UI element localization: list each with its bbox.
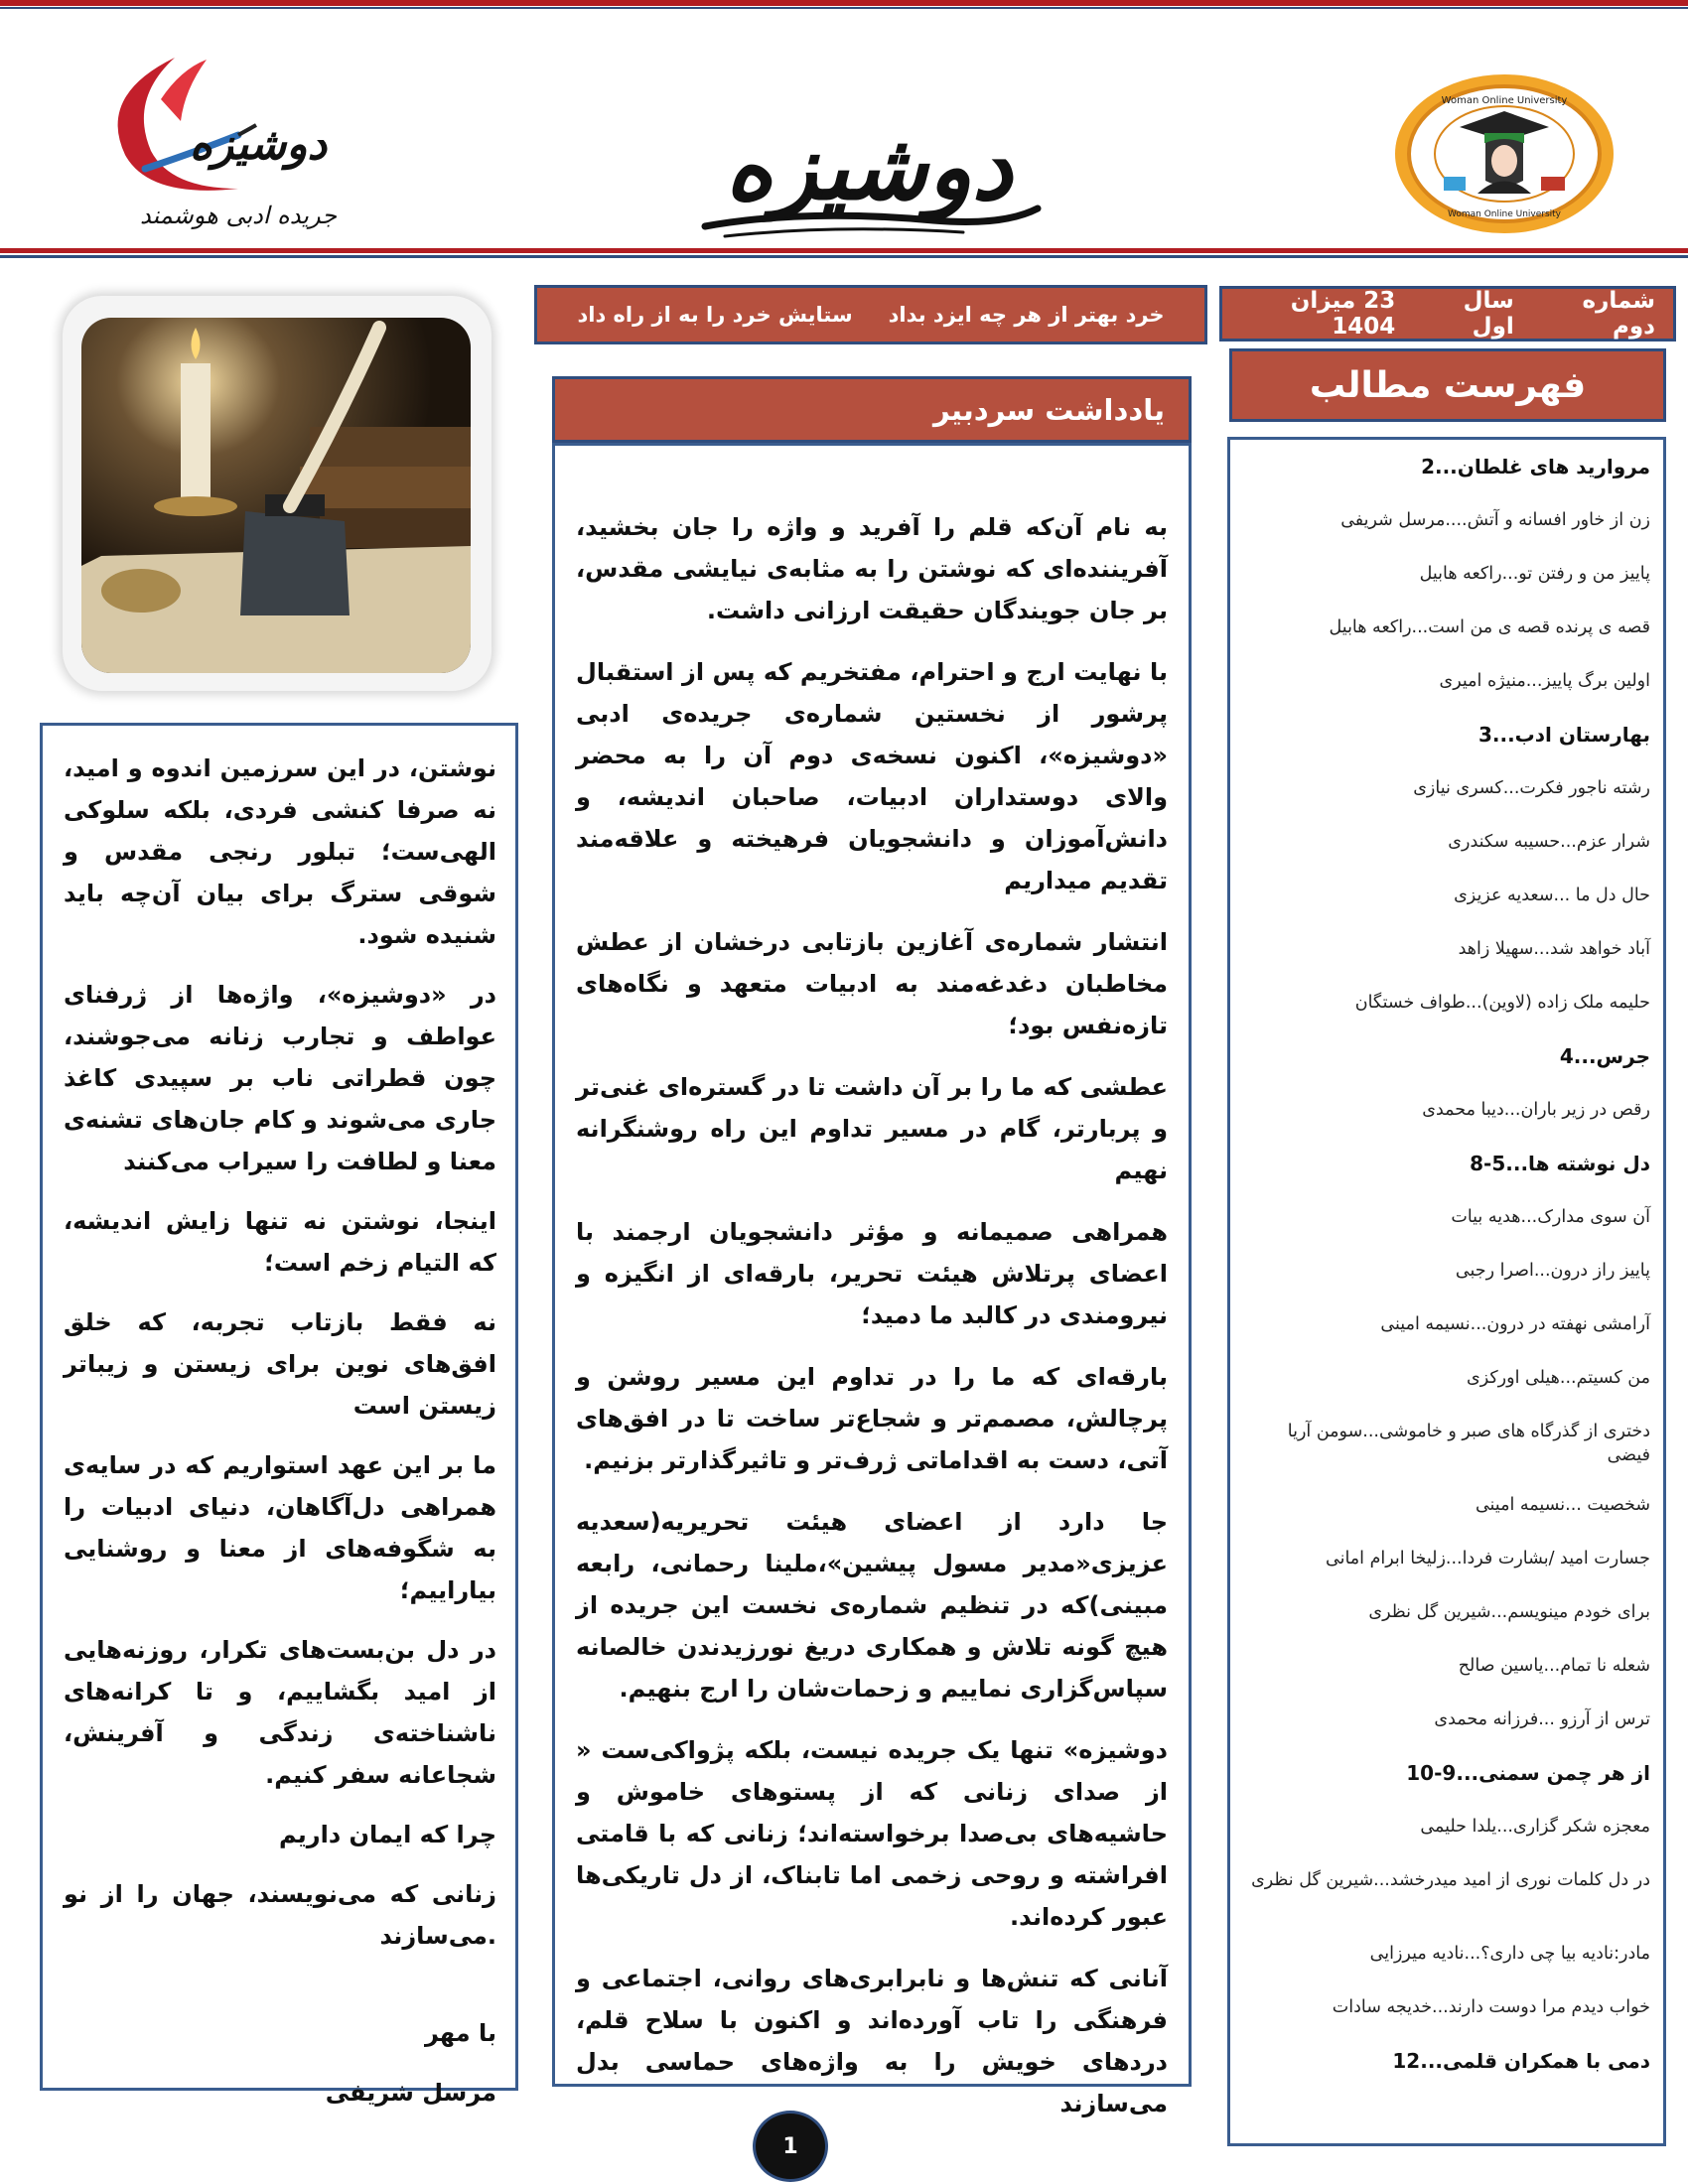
editorial-paragraph: همراهی صمیمانه و مؤثر دانشجویان ارجمند با اعضای پرتلاش هیئت تحریر، بارقه‌ای از انگیزه و نیرومندی در کالبد ما دمید؛ <box>576 1218 1168 1329</box>
toc-entry: پاییز راز درون...اصرا رجبی <box>1455 1261 1650 1281</box>
toc-entry: رشته ناجور فکرت...کسری نیازی <box>1413 778 1650 798</box>
toc-entry: من کسیتم...هیلی اورکزی <box>1467 1368 1650 1388</box>
toc-entry: مادر:نادیه بیا چی داری؟...نادیه میرزایی <box>1369 1944 1650 1964</box>
intro-paragraph: چرا که ایمان داریم <box>278 1821 496 1848</box>
toc-entry: برای خودم مینویسم...شیرین گل نظری <box>1368 1602 1650 1622</box>
intro-paragraph: نوشتن، در این سرزمین اندوه و امید، نه صرفا کنشی فردی، بلکه سلوکی الهی‌ست؛ تبلور رنجی مقدس و شوقی سترگ برای بیان آن‌چه باید شنیده شود. <box>64 754 496 949</box>
toc-section-heading: از هر چمن سمنی...9-10 <box>1406 1761 1650 1785</box>
motto-bar <box>534 285 1207 344</box>
toc-entry: حال دل ما ...سعدیه عزیزی <box>1454 886 1650 905</box>
page-number: 1 <box>753 2111 828 2182</box>
intro-body <box>64 748 496 2131</box>
toc-entry: زن از خاور افسانه و آتش....مرسل شریفی <box>1340 510 1650 530</box>
toc-entry: آرامشی نهفته در درون...نسیمه امینی <box>1380 1314 1650 1334</box>
svg-text:Woman Online University: Woman Online University <box>1447 209 1562 219</box>
toc-entry: آباد خواهد شد...سهیلا زاهد <box>1458 939 1650 959</box>
intro-paragraph: زنانی که می‌نویسند، جهان را از نو .می‌سازند <box>64 1880 496 1950</box>
intro-paragraph: نه فقط بازتاب تجربه، که خلق افق‌های نوین برای زیستن و زیباتر زیستن است <box>64 1308 496 1420</box>
toc-entry: ترس از آرزو ...فرزانه محمدی <box>1434 1709 1650 1729</box>
toc-entry: اولین برگ پاییز...منیژه امیری <box>1439 671 1650 691</box>
intro-paragraph: ما بر این عهد استواریم که در سایه‌ی همراهی دل‌آگاهان، دنیای ادبیات را به شگوفه‌های از معنا و روشنایی بیاراییم؛ <box>64 1451 496 1604</box>
svg-text:دوشیزه: دوشیزه <box>725 113 1013 220</box>
toc-section-heading: بهارستان ادب...3 <box>1477 723 1650 747</box>
editorial-title: یادداشت سردبیر <box>552 376 1192 443</box>
toc-entry: شعله نا تمام...یاسین صالح <box>1458 1656 1650 1676</box>
toc-entry: قصه ی پرنده قصه ی من است...راکعه هابیل <box>1329 617 1650 637</box>
university-seal-logo <box>1390 69 1618 238</box>
toc-entry: شرار عزم...حسیبه سکندری <box>1448 832 1650 852</box>
motto-part-2: ستایش خرد را به از راه داد <box>577 303 853 327</box>
issue-date: 23 میزان 1404 <box>1290 288 1396 340</box>
toc-entry: آن سوی مدارک...هدیه بیات <box>1451 1207 1650 1227</box>
intro-paragraph: اینجا، نوشتن نه تنها زایش اندیشه، که التیام زخم است؛ <box>64 1207 496 1277</box>
editorial-paragraph: جا دارد از اعضای هیئت تحریریه(سعدیه عزیزی«مدیر مسول پیشین»،ملینا رحمانی، رابعه مبینی)که در تنظیم شماره‌ی نخست این جریده از هیچ گونه تلاش و همکاری دریغ نورزیدندن خالصانه سپاس‌گزاری نماییم و زحمات‌شان را ارج بنهیم. <box>576 1508 1168 1703</box>
toc-entry: معجزه شکر گزاری...یلدا حلیمی <box>1420 1817 1650 1837</box>
candle-quill-inkwell-image <box>81 318 471 673</box>
editorial-body <box>576 506 1168 2144</box>
toc-entry: رقص در زیر باران...دیبا محمدی <box>1422 1100 1650 1120</box>
svg-text:Woman Online University: Woman Online University <box>1441 95 1568 106</box>
masthead-title <box>685 99 1053 248</box>
svg-text:جریده ادبی هوشمند: جریده ادبی هوشمند <box>139 202 338 229</box>
motto-part-1: خرد بهتر از هر چه ایزد بداد <box>888 303 1165 327</box>
toc-entry: شخصیت ...نسیمه امینی <box>1475 1495 1650 1515</box>
svg-text:دوشیزه: دوشیزه <box>189 119 328 170</box>
top-border-red <box>0 0 1688 6</box>
toc-entry: حلیمه ملک زاده (لاوین)...طواف خستگان <box>1354 993 1650 1013</box>
top-border-blue <box>0 7 1688 9</box>
toc-entry: خواب دیدم مرا دوست دارند...خدیجه سادات <box>1332 1997 1650 2017</box>
editorial-paragraph: دوشیزه» تنها یک جریده نیست، بلکه پژواکی‌ست « از صدای زنانی که از پستوهای خاموش و حاشیه‌های بی‌صدا برخواسته‌اند؛ زنانی که با قامتی افراشته و روحی زخمی اما تابناک، از دل تاریکی‌ها عبور کرده‌اند. <box>576 1736 1168 1931</box>
signature: مرسل شریفی <box>325 2079 496 2107</box>
editorial-paragraph: بارقه‌ای که ما را در تداوم این مسیر روشن و پرچالش، مصمم‌تر و شجاع‌تر ساخت تا در افق‌های آتی، دست به اقداماتی ژرف‌تر و تاثیرگذارتر بزنیم. <box>576 1363 1168 1474</box>
toc-section-heading: جرس...4 <box>1559 1044 1650 1068</box>
issue-info-bar <box>1219 286 1676 341</box>
intro-paragraph: در «دوشیزه»، واژه‌ها از ژرفنای عواطف و تجارب زنانه می‌جوشند، چون قطراتی ناب بر سپیدی کاغذ جاری می‌شوند و کام جان‌های تشنه‌ی معنا و لطافت را سیراب می‌کنند <box>64 981 496 1175</box>
toc-entry: دختری از گذرگاه های صبر و خاموشی...سومن آریا فیضی <box>1287 1422 1650 1465</box>
editorial-paragraph: با نهایت ارج و احترام، مفتخریم که پس از استقبال پرشور از نخستین شماره‌ی جریده‌ی ادبی «دوشیزه»، اکنون نسخه‌ی دوم آن را به محضر والای دوستداران ادبیات، صاحبان اندیشه، و دانش‌آموزان و دانشجویان فرهیخته و علاقه‌مند تقدیم میداریم <box>576 658 1168 894</box>
toc-entry: جسارت امید /بشارت فردا...زلیخا ابرام امانی <box>1325 1549 1650 1569</box>
editorial-paragraph: به نام آن‌که قلم را آفرید و واژه را جان بخشید، آفریننده‌ای که نوشتن را به مثابه‌ی نیایشی مقدس، بر جان جویندگان حقیقت ارزانی داشت. <box>576 513 1168 624</box>
toc-entry: در دل کلمات نوری از امید میدرخشد...شیرین گل نظری <box>1251 1870 1650 1890</box>
toc-list <box>1241 455 1650 2103</box>
toc-section-heading: مروارید های غلطان...2 <box>1421 455 1650 478</box>
toc-section-heading: دمی با همکران قلمی...12 <box>1392 2049 1650 2073</box>
editorial-paragraph: عطشی که ما را بر آن داشت تا در گستره‌ای غنی‌تر و پربارتر، گام در مسیر تداوم این راه روشنگرانه نهیم <box>576 1073 1168 1184</box>
header-rule-red <box>0 248 1688 253</box>
toc-section-heading: دل نوشته ها...5-8 <box>1470 1152 1650 1175</box>
issue-year: سال اول <box>1463 288 1514 340</box>
toc-title: فهرست مطالب <box>1229 348 1666 422</box>
editorial-paragraph: انتشار شماره‌ی آغازین بازتابی درخشان از عطش مخاطبان دغدغه‌مند به ادبیات متعهد و نگاه‌های تازه‌نفس بود؛ <box>576 928 1168 1039</box>
magazine-logo <box>89 40 348 248</box>
closing-text: با مهر <box>424 2019 496 2047</box>
editorial-paragraph: آنانی که تنش‌ها و نابرابری‌های روانی، اجتماعی و فرهنگی را تاب آورده‌اند و اکنون با سلاح قلم، دردهای خویش را به واژه‌های حماسی بدل می‌سازند <box>576 1965 1168 2117</box>
toc-entry: پاییز من و رفتن تو...راکعه هابیل <box>1419 564 1650 584</box>
intro-paragraph: در دل بن‌بست‌های تکرار، روزنه‌هایی از امید بگشاییم، و تا کرانه‌های ناشناخته‌ی زندگی و آفرینش، شجاعانه سفر کنیم. <box>64 1636 496 1789</box>
header-rule-blue <box>0 255 1688 258</box>
issue-number: شماره دوم <box>1582 288 1655 340</box>
